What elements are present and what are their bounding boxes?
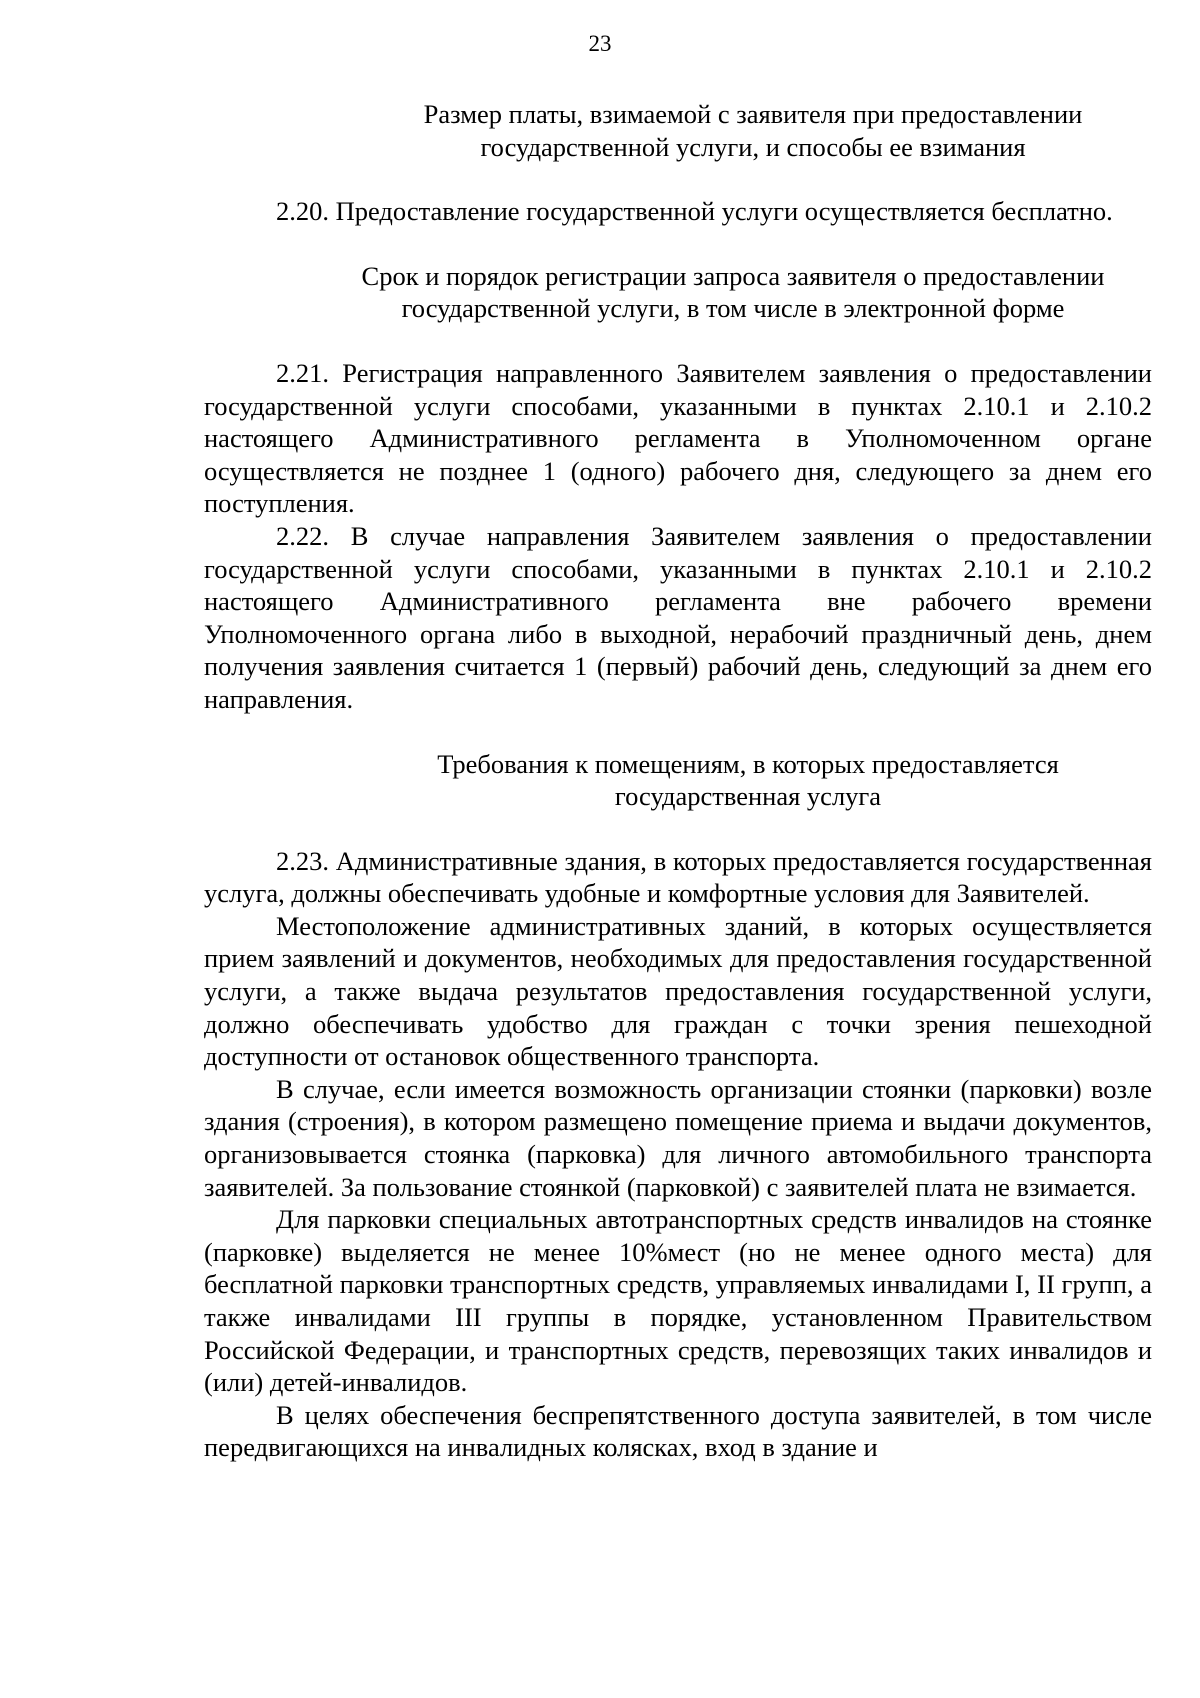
heading-line: Размер платы, взимаемой с заявителя при предоставлении (423, 99, 1083, 129)
section-heading-registration (314, 260, 1152, 325)
heading-line: Срок и порядок регистрации запроса заявителя о предоставлении (361, 260, 1105, 291)
paragraph-2-20: 2.20. Предоставление государственной услуги осуществляется бесплатно. (276, 196, 1113, 227)
paragraph-2-22: 2.22. В случае направления Заявителем заявления о предоставлении государственной услуги способами, указанными в пунктах 2.10.1 и 2.10.2 настоящего Административного регламента вне рабочего времени Уполномоченного органа либо в выходной, нерабочий праздничный день, днем получения заявления считается 1 (первый) рабочий день, следующий за днем его направления. (204, 520, 1152, 714)
heading-line: Требования к помещениям, в которых предоставляется (437, 748, 1059, 779)
paragraph-location: Местоположение административных зданий, в которых осуществляется прием заявлений и документов, необходимых для предоставления государственной услуги, а также выдача результатов предоставления государственной услуги, должно обеспечивать удобство для граждан с точки зрения пешеходной доступности от остановок общественного транспорта. (204, 910, 1152, 1072)
section-heading-premises (344, 748, 1152, 813)
paragraph-2-21: 2.21. Регистрация направленного Заявителем заявления о предоставлении государственной услуги способами, указанными в пунктах 2.10.1 и 2.10.2 настоящего Административного регламента в Уполномоченном органе осуществляется не позднее 1 (одного) рабочего дня, следующего за днем его поступления. (204, 357, 1152, 519)
paragraph-parking: В случае, если имеется возможность организации стоянки (парковки) возле здания (строения), в котором размещено помещение приема и выдачи документов, организовывается стоянка (парковка) для личного автомобильного транспорта заявителей. За пользование стоянкой (парковкой) с заявителей плата не взимается. (204, 1073, 1152, 1202)
heading-line: государственной услуги, в том числе в электронной форме (401, 293, 1065, 324)
heading-line: государственной услуги, и способы ее взимания (480, 131, 1026, 162)
section-heading-fee (354, 98, 1152, 163)
paragraph-accessibility: В целях обеспечения беспрепятственного доступа заявителей, в том числе передвигающихся на инвалидных колясках, вход в здание и (204, 1399, 1152, 1463)
paragraph-2-23: 2.23. Административные здания, в которых предоставляется государственная услуга, должны обеспечивать удобные и комфортные условия для Заявителей. (204, 845, 1152, 909)
page-number: 23 (588, 31, 612, 56)
document-body (204, 98, 1152, 1464)
heading-line: государственная услуга (614, 781, 882, 812)
paragraph-disabled-parking: Для парковки специальных автотранспортных средств инвалидов на стоянке (парковке) выделяется не менее 10%мест (но не менее одного места) для бесплатной парковки транспортных средств, управляемых инвалидами I, II групп, а также инвалидами III группы в порядке, установленном Правительством Российской Федерации, и транспортных средств, перевозящих таких инвалидов и (или) детей-инвалидов. (204, 1204, 1152, 1398)
